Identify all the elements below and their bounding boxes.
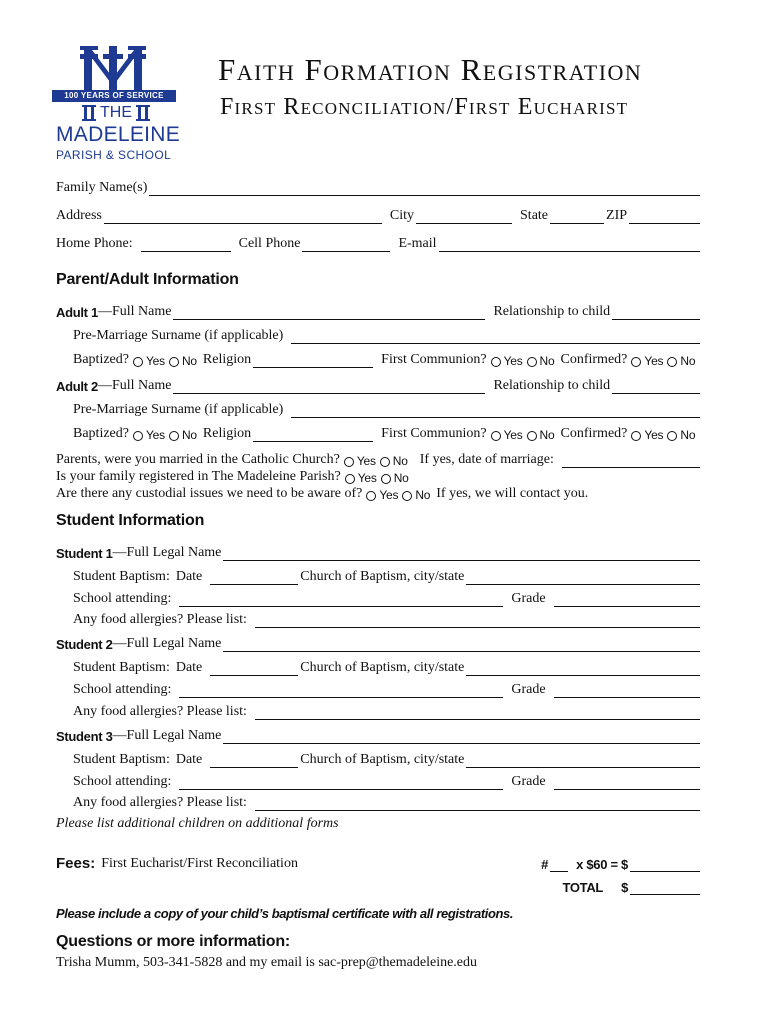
address-field[interactable] — [104, 210, 382, 224]
student-heading: Student Information — [56, 512, 205, 529]
school-label: School attending: — [73, 682, 172, 697]
student2-church-field[interactable] — [466, 662, 700, 676]
full-legal-name-label: —Full Legal Name — [112, 545, 222, 560]
yes-label: Yes — [145, 354, 165, 368]
adult2-premarriage-field[interactable] — [291, 404, 700, 418]
fees-row — [56, 854, 702, 872]
logo-name: MADELEINE — [56, 123, 181, 146]
parish-logo — [52, 44, 181, 166]
no-label: No — [392, 454, 408, 468]
baptism-label: Student Baptism: — [73, 752, 170, 767]
relationship-label: Relationship to child — [493, 378, 611, 393]
allergies-label: Any food allergies? Please list: — [73, 704, 247, 719]
adult2-name-field[interactable] — [173, 380, 485, 394]
student3-label: Student 3 — [56, 729, 113, 744]
adult2-premarriage-row — [73, 400, 702, 418]
total-label: TOTAL — [562, 880, 604, 895]
church-label: Church of Baptism, city/state — [300, 660, 465, 675]
questions-heading: Questions or more information: — [56, 933, 291, 950]
total-dollar: $ — [621, 880, 628, 895]
yes-label: Yes — [644, 354, 664, 368]
no-label: No — [415, 488, 431, 502]
student3-grade-field[interactable] — [554, 776, 700, 790]
state-label: State — [520, 208, 549, 223]
adult2-confirmed-yes-radio[interactable] — [631, 431, 641, 441]
adult2-communion-no-radio[interactable] — [527, 431, 537, 441]
allergies-label: Any food allergies? Please list: — [73, 795, 247, 810]
school-label: School attending: — [73, 774, 172, 789]
home-phone-label: Home Phone: — [56, 236, 133, 251]
grade-label: Grade — [511, 774, 546, 789]
married-question: Parents, were you married in the Catholic Church? — [56, 452, 340, 467]
logo-years-band: 100 YEARS OF SERVICE — [52, 90, 176, 102]
student1-allergies-row — [73, 610, 702, 628]
pillar-icon — [136, 105, 150, 121]
yes-label: Yes — [503, 428, 523, 442]
no-label: No — [393, 471, 409, 485]
email-field[interactable] — [439, 238, 700, 252]
church-label: Church of Baptism, city/state — [300, 752, 465, 767]
date-label: Date — [175, 660, 203, 675]
first-communion-label: First Communion? — [381, 426, 487, 441]
student2-allergies-row — [73, 702, 702, 720]
fees-label: Fees: — [56, 855, 96, 872]
student1-baptism-date-field[interactable] — [210, 571, 298, 585]
adult2-religion-field[interactable] — [253, 428, 373, 442]
yes-label: Yes — [145, 428, 165, 442]
no-label: No — [680, 428, 696, 442]
no-label: No — [181, 428, 197, 442]
relationship-label: Relationship to child — [493, 304, 611, 319]
date-label: Date — [175, 569, 203, 584]
total-row — [56, 877, 702, 895]
adult1-name-field[interactable] — [173, 306, 485, 320]
confirmed-label: Confirmed? — [560, 352, 628, 367]
adult2-label: Adult 2 — [56, 379, 98, 394]
student2-baptism-row — [73, 658, 702, 676]
adult2-sacraments-row — [73, 424, 702, 442]
cell-phone-field[interactable] — [302, 238, 390, 252]
adult2-name-row — [56, 376, 702, 394]
adult2-confirmed-no-radio[interactable] — [667, 431, 677, 441]
married-row — [56, 450, 702, 468]
custodial-row — [56, 484, 702, 502]
yes-label: Yes — [357, 471, 377, 485]
adult1-confirmed-no-radio[interactable] — [667, 357, 677, 367]
student2-grade-field[interactable] — [554, 684, 700, 698]
religion-label: Religion — [202, 352, 252, 367]
student3-baptism-row — [73, 750, 702, 768]
city-field[interactable] — [416, 210, 512, 224]
full-name-label: —Full Name — [97, 304, 172, 319]
first-communion-label: First Communion? — [381, 352, 487, 367]
pillar-icon — [82, 105, 96, 121]
date-label: Date — [175, 752, 203, 767]
no-label: No — [680, 354, 696, 368]
premarriage-label: Pre-Marriage Surname (if applicable) — [73, 328, 284, 343]
logo-subtitle: PARISH & SCHOOL — [56, 148, 172, 162]
certificate-notice: Please include a copy of your child’s baptismal certificate with all registrations. — [56, 906, 514, 921]
student1-grade-field[interactable] — [554, 593, 700, 607]
student3-allergies-field[interactable] — [255, 797, 700, 811]
student2-name-field[interactable] — [223, 638, 700, 652]
full-name-label: —Full Name — [97, 378, 172, 393]
student2-school-field[interactable] — [179, 684, 503, 698]
student1-label: Student 1 — [56, 546, 113, 561]
adult1-religion-field[interactable] — [253, 354, 373, 368]
family-name-field[interactable] — [149, 182, 700, 196]
adult1-baptized-yes-radio[interactable] — [133, 357, 143, 367]
city-label: City — [389, 208, 415, 223]
cell-phone-label: Cell Phone — [238, 236, 301, 251]
adult1-label: Adult 1 — [56, 305, 98, 320]
adult1-baptized-no-radio[interactable] — [169, 357, 179, 367]
marriage-date-field[interactable] — [562, 454, 700, 468]
address-row — [56, 206, 702, 224]
student1-name-field[interactable] — [223, 547, 700, 561]
address-label: Address — [56, 208, 102, 223]
contact-info: Trisha Mumm, 503-341-5828 and my email is sac-prep@themadeleine.edu — [56, 955, 478, 970]
phone-row — [56, 234, 702, 252]
adult1-name-row — [56, 302, 702, 320]
student2-allergies-field[interactable] — [255, 706, 700, 720]
parent-heading: Parent/Adult Information — [56, 271, 239, 288]
student3-baptism-date-field[interactable] — [210, 754, 298, 768]
email-label: E-mail — [398, 236, 437, 251]
custodial-yes-radio[interactable] — [366, 491, 376, 501]
grade-label: Grade — [511, 682, 546, 697]
yes-label: Yes — [356, 454, 376, 468]
home-phone-field[interactable] — [141, 238, 231, 252]
adult1-communion-no-radio[interactable] — [527, 357, 537, 367]
adult1-confirmed-yes-radio[interactable] — [631, 357, 641, 367]
state-field[interactable] — [550, 210, 604, 224]
page-title: Faith Formation Registration — [218, 52, 643, 87]
allergies-label: Any food allergies? Please list: — [73, 612, 247, 627]
full-legal-name-label: —Full Legal Name — [112, 728, 222, 743]
registered-no-radio[interactable] — [381, 474, 391, 484]
count-hash: # — [541, 857, 549, 872]
adult1-sacraments-row — [73, 350, 702, 368]
student3-church-field[interactable] — [466, 754, 700, 768]
additional-children-note: Please list additional children on additional forms — [56, 816, 339, 831]
married-yes-radio[interactable] — [344, 457, 354, 467]
adult2-baptized-no-radio[interactable] — [169, 431, 179, 441]
registered-yes-radio[interactable] — [345, 474, 355, 484]
fee-amount-field[interactable] — [630, 858, 700, 872]
student3-allergies-row — [73, 793, 702, 811]
married-no-radio[interactable] — [380, 457, 390, 467]
student1-name-row — [56, 543, 702, 561]
yes-label: Yes — [379, 488, 399, 502]
full-legal-name-label: —Full Legal Name — [112, 636, 222, 651]
student2-label: Student 2 — [56, 637, 113, 652]
adult1-communion-yes-radio[interactable] — [491, 357, 501, 367]
student1-school-row — [73, 589, 702, 607]
fee-calculation: x $60 = $ — [576, 857, 628, 872]
confirmed-label: Confirmed? — [560, 426, 628, 441]
custodial-question: Are there any custodial issues we need to be aware of? — [56, 486, 363, 501]
registered-row — [56, 467, 702, 485]
no-label: No — [539, 354, 555, 368]
zip-label: ZIP — [606, 208, 628, 223]
baptism-label: Student Baptism: — [73, 569, 170, 584]
church-label: Church of Baptism, city/state — [300, 569, 465, 584]
zip-field[interactable] — [629, 210, 700, 224]
student3-name-row — [56, 726, 702, 744]
student1-baptism-row — [73, 567, 702, 585]
baptism-label: Student Baptism: — [73, 660, 170, 675]
yes-label: Yes — [503, 354, 523, 368]
student2-school-row — [73, 680, 702, 698]
registered-question: Is your family registered in The Madeleine Parish? — [56, 469, 341, 484]
baptized-label: Baptized? — [73, 426, 129, 441]
logo-the — [82, 104, 150, 122]
adult2-baptized-yes-radio[interactable] — [133, 431, 143, 441]
student2-baptism-date-field[interactable] — [210, 662, 298, 676]
total-field[interactable] — [630, 881, 700, 895]
religion-label: Religion — [202, 426, 252, 441]
school-label: School attending: — [73, 591, 172, 606]
fees-description: First Eucharist/First Reconciliation — [101, 856, 298, 871]
adult1-premarriage-row — [73, 326, 702, 344]
family-name-row — [56, 178, 702, 196]
page-subtitle: First Reconciliation/First Eucharist — [220, 94, 629, 120]
custodial-no-radio[interactable] — [402, 491, 412, 501]
logo-the-text: THE — [100, 104, 132, 121]
premarriage-label: Pre-Marriage Surname (if applicable) — [73, 402, 284, 417]
no-label: No — [539, 428, 555, 442]
no-label: No — [181, 354, 197, 368]
student3-name-field[interactable] — [223, 730, 700, 744]
adult2-communion-yes-radio[interactable] — [491, 431, 501, 441]
student3-school-field[interactable] — [179, 776, 503, 790]
adult1-relationship-field[interactable] — [612, 306, 700, 320]
adult1-premarriage-field[interactable] — [291, 330, 700, 344]
student3-school-row — [73, 772, 702, 790]
student1-school-field[interactable] — [179, 593, 503, 607]
grade-label: Grade — [511, 591, 546, 606]
contact-note: If yes, we will contact you. — [436, 486, 589, 501]
cross-emblem-icon — [80, 44, 146, 94]
yes-label: Yes — [644, 428, 664, 442]
student2-name-row — [56, 634, 702, 652]
student1-allergies-field[interactable] — [255, 614, 700, 628]
student1-church-field[interactable] — [466, 571, 700, 585]
count-field[interactable] — [550, 858, 568, 872]
adult2-relationship-field[interactable] — [612, 380, 700, 394]
marriage-date-label: If yes, date of marriage: — [419, 452, 554, 467]
baptized-label: Baptized? — [73, 352, 129, 367]
family-name-label: Family Name(s) — [56, 180, 148, 195]
